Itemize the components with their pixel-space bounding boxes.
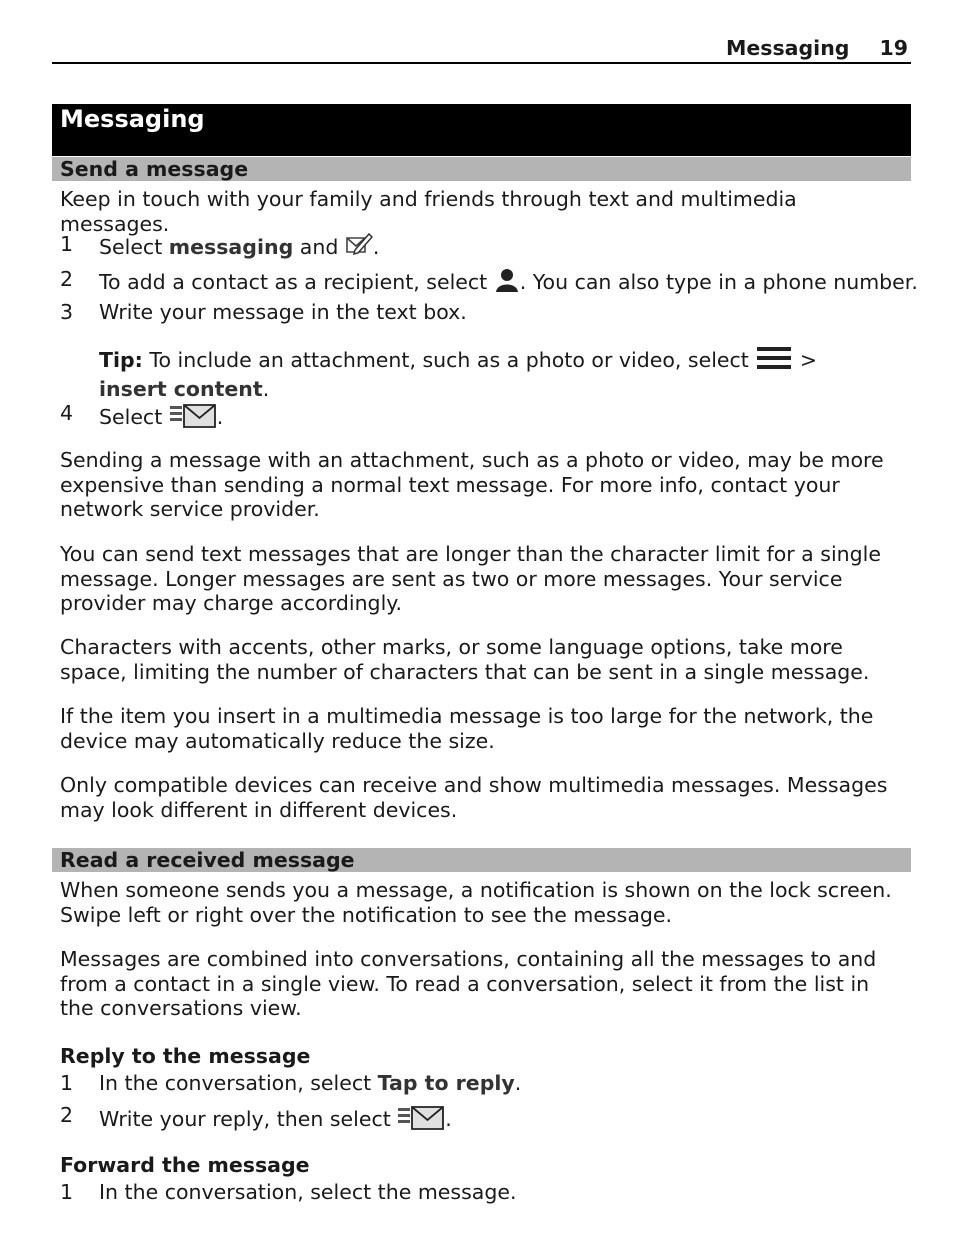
page-number: 19 bbox=[879, 36, 908, 60]
step-text: To add a contact as a recipient, select bbox=[99, 269, 494, 294]
step-text: . You can also type in a phone number. bbox=[519, 269, 918, 294]
contact-icon bbox=[494, 267, 520, 299]
tip-label: Tip: bbox=[99, 347, 143, 372]
step-number: 4 bbox=[60, 401, 74, 425]
send-paragraph-5: Only compatible devices can receive and show multimedia messages. Messages may look different in different devices. bbox=[60, 773, 888, 822]
send-step-4 bbox=[99, 401, 909, 435]
send-paragraph-2: You can send text messages that are longer than the character limit for a single message. Longer messages are sent as two or more messages. Your service provider may charge accordingly. bbox=[60, 542, 881, 615]
step-text: Select bbox=[99, 234, 169, 259]
step-text: . bbox=[216, 404, 224, 429]
step-text: . bbox=[514, 1071, 522, 1095]
header-rule bbox=[52, 62, 911, 64]
new-message-icon bbox=[345, 232, 373, 264]
step-text: and bbox=[293, 234, 345, 259]
step-number: 2 bbox=[60, 267, 74, 291]
step-text: In the conversation, select bbox=[99, 1071, 378, 1095]
read-paragraph-2: Messages are combined into conversations, containing all the messages to and from a contact in a single view. To read a conversation, select it from the list in the conversations view. bbox=[60, 947, 877, 1020]
menu-icon bbox=[755, 345, 793, 377]
step-text: . bbox=[445, 1106, 452, 1131]
step-number: 1 bbox=[60, 1180, 74, 1204]
step-number: 2 bbox=[60, 1103, 74, 1127]
running-header bbox=[726, 36, 908, 60]
step-number: 1 bbox=[60, 232, 74, 256]
section-title-send: Send a message bbox=[60, 157, 249, 181]
tip-text: To include an attachment, such as a photo or video, select bbox=[142, 347, 756, 372]
send-step-3: Write your message in the text box. bbox=[99, 300, 467, 324]
send-step-1 bbox=[99, 232, 909, 264]
reply-step-2 bbox=[99, 1103, 909, 1137]
tip bbox=[99, 345, 869, 401]
send-step-2 bbox=[99, 267, 918, 299]
send-paragraph-1: Sending a message with an attachment, such as a photo or video, may be more expensive than sending a normal text message. For more info, contact your network service provider. bbox=[60, 448, 884, 521]
ui-term-tap-to-reply: Tap to reply bbox=[377, 1071, 515, 1095]
send-paragraph-4: If the item you insert in a multimedia message is too large for the network, the device may automatically reduce the size. bbox=[60, 704, 874, 753]
ui-term-messaging: messaging bbox=[168, 234, 294, 259]
send-icon bbox=[397, 1103, 445, 1137]
subheading-reply: Reply to the message bbox=[60, 1044, 311, 1068]
send-paragraph-3: Characters with accents, other marks, or some language options, take more space, limiting the number of characters that can be sent in a single message. bbox=[60, 635, 870, 684]
step-text: . bbox=[372, 234, 380, 259]
step-number: 1 bbox=[60, 1071, 74, 1095]
tip-text: . bbox=[262, 376, 270, 401]
reply-step-1 bbox=[99, 1071, 909, 1096]
section-title-read: Read a received message bbox=[60, 848, 355, 872]
ui-term-insert-content: insert content bbox=[99, 376, 263, 401]
subheading-forward: Forward the message bbox=[60, 1153, 310, 1177]
forward-step-1: In the conversation, select the message. bbox=[99, 1180, 517, 1204]
send-intro: Keep in touch with your family and friends through text and multimedia messages. bbox=[60, 187, 797, 236]
step-number: 3 bbox=[60, 300, 74, 324]
step-text: Write your reply, then select bbox=[99, 1106, 398, 1131]
chapter-title: Messaging bbox=[60, 105, 205, 133]
running-header-title: Messaging bbox=[725, 36, 850, 60]
tip-text: > bbox=[793, 347, 818, 372]
read-paragraph-1: When someone sends you a message, a notification is shown on the lock screen. Swipe left or right over the notification to see the message. bbox=[60, 878, 892, 927]
step-text: Select bbox=[99, 404, 169, 429]
send-icon bbox=[169, 401, 217, 435]
